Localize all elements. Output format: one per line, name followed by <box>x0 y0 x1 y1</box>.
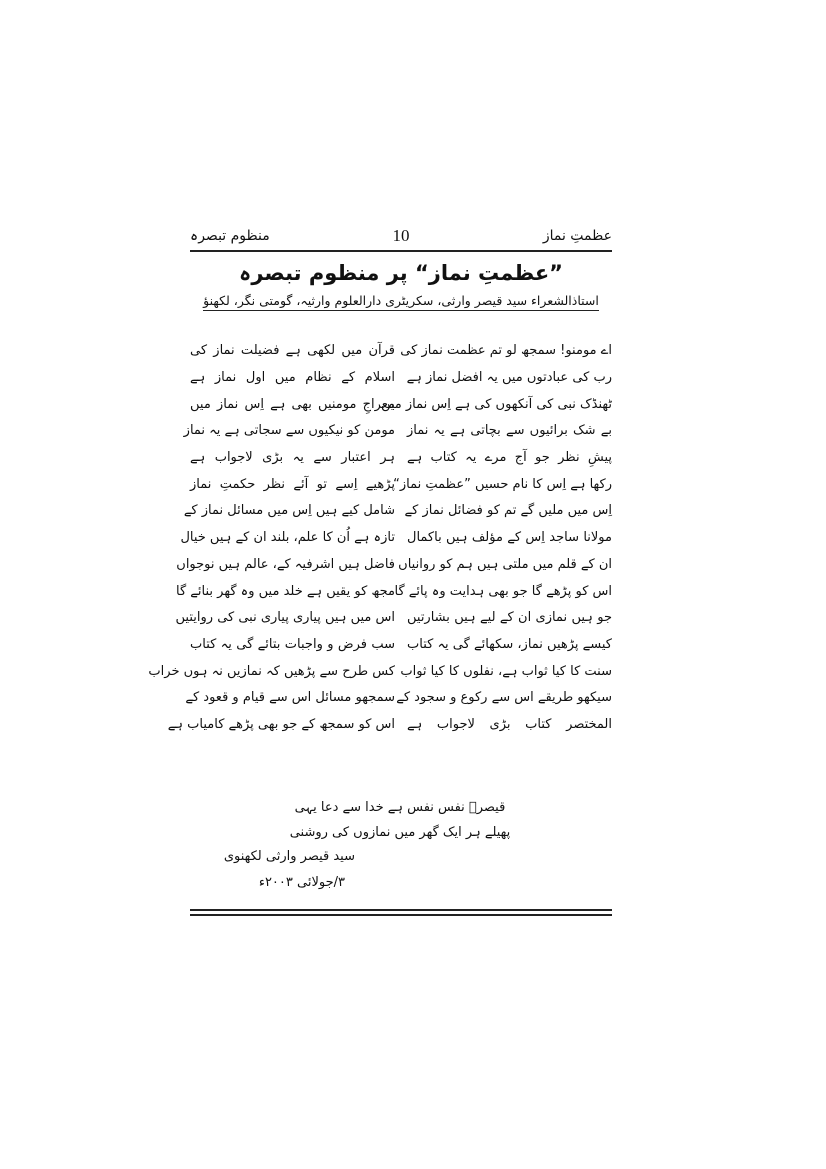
couplet <box>190 391 612 418</box>
running-header <box>190 224 612 252</box>
closing-line: پھیلے ہر ایک گھر میں نمازوں کی روشنی <box>289 825 511 840</box>
couplet <box>190 471 612 498</box>
misra-second: پڑھیے اِسے تو آئے نظر حکمتِ نماز <box>190 476 395 492</box>
misra-second: سب فرض و واجبات بتائے گی یہ کتاب <box>190 636 395 652</box>
misra-first: رب کی عبادتوں میں یہ افضل نماز ہے <box>406 370 612 386</box>
misra-first: پیشِ نظر جو آج مرے یہ کتاب ہے <box>407 450 612 466</box>
couplet <box>176 552 612 579</box>
misra-second: شامل کیے ہیں اِس میں مسائل نماز کے <box>183 503 395 519</box>
misra-first: جو ہیں نمازی ان کے لیے ہیں بشارتیں <box>407 610 612 626</box>
misra-first: سنت کا کیا ثواب ہے، نفلوں کا کیا ثواب <box>400 663 612 679</box>
couplet <box>148 658 612 685</box>
couplet <box>190 632 612 659</box>
misra-second: تازہ ہے اُن کا علم، بلند ان کے ہیں خیال <box>180 530 395 546</box>
misra-second: ہر اعتبار سے یہ بڑی لاجواب ہے <box>190 450 395 466</box>
closing-line: قیصرؔ نفس نفس ہے خدا سے دعا یہی <box>294 800 506 815</box>
author-line <box>190 290 612 312</box>
couplet <box>185 685 612 712</box>
misra-second: اسلام کے نظام میں اول نماز ہے <box>190 370 395 386</box>
misra-first: بے شک برائیوں سے بچاتی ہے یہ نماز <box>407 423 612 439</box>
page-title: ”عظمتِ نماز“ پر منظوم تبصرہ <box>239 261 563 285</box>
couplet <box>167 712 612 739</box>
misra-second: معراجِ مومنیں بھی ہے اِس نماز میں <box>190 396 395 412</box>
couplet <box>183 498 612 525</box>
misra-second: مجھ کو یقیں ہے خلد میں وہ گھر بنائے گا <box>176 583 395 599</box>
page-number: 10 <box>392 226 410 245</box>
misra-second: سمجھو مسائل اس سے قیام و قعود کے <box>185 690 395 706</box>
misra-first: ان کے قلم میں ملتی ہیں ہم کو روانیاں <box>398 556 612 572</box>
misra-first: اس کو پڑھے گا جو بھی ہدایت وہ پائے گا <box>394 583 612 599</box>
couplet <box>175 605 612 632</box>
date: ۳/جولائی ۲۰۰۳ء <box>258 875 345 890</box>
double-rule-divider <box>190 909 612 916</box>
couplet <box>190 365 612 392</box>
header-book-title: عظمتِ نماز <box>542 228 612 244</box>
couplet <box>190 445 612 472</box>
misra-first: سیکھو طریقے اس سے رکوع و سجود کے <box>396 690 612 706</box>
author-line-text: استاذالشعراء سید قیصر وارثی، سکریٹری دارالعلوم وارثیہ، گومتی نگر، لکھنؤ <box>203 293 599 311</box>
misra-first: اے مومنو! سمجھ لو تم عظمت نماز کی <box>400 343 612 359</box>
couplet <box>180 525 612 552</box>
closing-couplet <box>250 795 550 845</box>
misra-first: مولانا ساجد اِس کے مؤلف ہیں باکمال <box>407 530 612 546</box>
couplet <box>176 578 612 605</box>
misra-second: اس میں ہیں پیاری پیاری نبی کی روایتیں <box>175 610 395 626</box>
couplet <box>183 418 612 445</box>
misra-second: اس کو سمجھ کے جو بھی پڑھے کامیاب ہے <box>167 716 395 732</box>
misra-first: اِس میں ملیں گے تم کو فضائل نماز کے <box>404 503 612 519</box>
header-section: منظوم تبصرہ <box>190 228 270 244</box>
misra-second: قرآن میں لکھی ہے فضیلت نماز کی <box>190 343 395 359</box>
couplet <box>190 338 612 365</box>
signature: سید قیصر وارثی لکھنوی <box>223 849 355 864</box>
misra-second: فاضل ہیں اشرفیہ کے، عالم ہیں نوجواں <box>176 556 395 572</box>
misra-first: المختصر کتاب بڑی لاجواب ہے <box>407 716 612 732</box>
misra-second: کس طرح سے پڑھیں کہ نمازیں نہ ہوں خراب <box>148 663 395 679</box>
misra-second: مومن کو نیکیوں سے سجاتی ہے یہ نماز <box>183 423 395 439</box>
poem <box>148 338 612 738</box>
misra-first: رکھا ہے اِس کا نام حسیں ”عظمتِ نماز“ <box>393 476 612 492</box>
misra-first: ٹھنڈک نبی کی آنکھوں کی ہے اِس نماز میں <box>380 396 612 412</box>
misra-first: کیسے پڑھیں نماز، سکھائے گی یہ کتاب <box>407 636 612 652</box>
